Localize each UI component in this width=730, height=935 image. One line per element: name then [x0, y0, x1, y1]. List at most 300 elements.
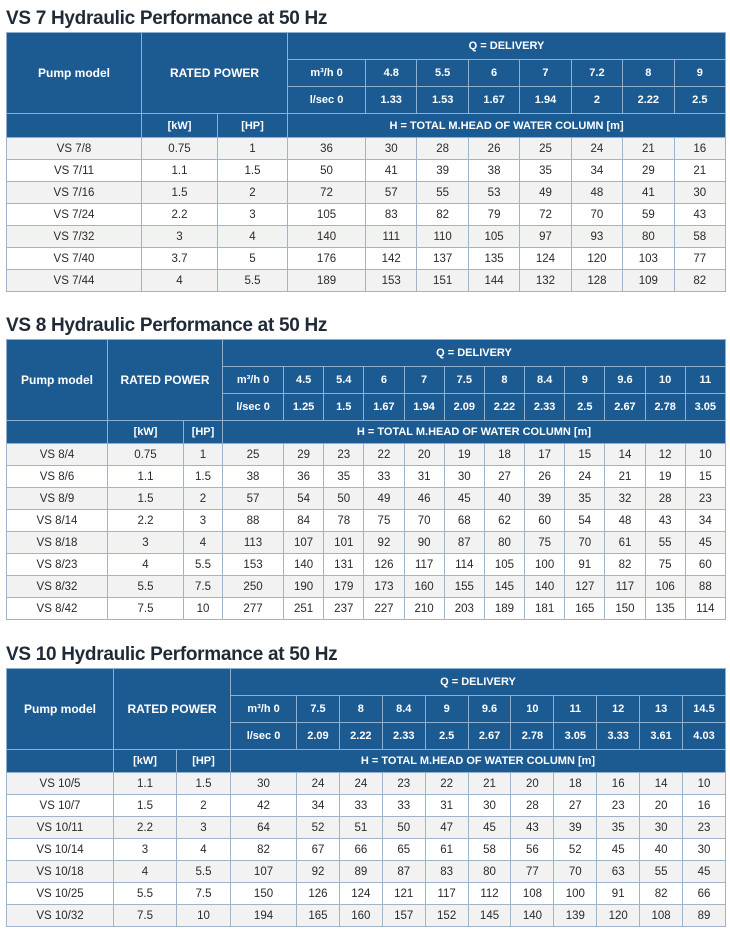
- kw-cell: 1.5: [114, 795, 177, 817]
- performance-section: [6, 313, 725, 620]
- head-cell: 75: [525, 532, 565, 554]
- head-cell: 84: [284, 510, 324, 532]
- head-cell: 88: [223, 510, 284, 532]
- hp-cell: 10: [177, 905, 231, 927]
- head-cell: 121: [382, 883, 425, 905]
- flow-ls-value: 2.5: [674, 87, 726, 114]
- head-cell: 79: [468, 204, 519, 226]
- head-cell: 101: [324, 532, 364, 554]
- head-cell: 124: [339, 883, 382, 905]
- head-cell: 33: [382, 795, 425, 817]
- table-body: [7, 444, 726, 620]
- head-cell: 24: [565, 466, 605, 488]
- table-row: [7, 466, 726, 488]
- head-cell: 105: [468, 226, 519, 248]
- head-cell: 135: [645, 598, 685, 620]
- hp-cell: 4: [184, 532, 223, 554]
- head-cell: 139: [554, 905, 597, 927]
- head-cell: 40: [484, 488, 524, 510]
- unit-hp: [HP]: [218, 114, 288, 138]
- head-cell: 126: [364, 554, 404, 576]
- hp-cell: 1.5: [177, 773, 231, 795]
- head-cell: 151: [417, 270, 468, 292]
- head-cell: 127: [565, 576, 605, 598]
- hp-cell: 2: [184, 488, 223, 510]
- head-cell: 82: [674, 270, 726, 292]
- flow-m3h-value: 8.4: [525, 367, 565, 394]
- model-cell: VS 7/40: [7, 248, 142, 270]
- head-cell: 42: [231, 795, 297, 817]
- head-cell: 150: [605, 598, 645, 620]
- head-cell: 103: [623, 248, 674, 270]
- flow-ls-label: l/sec 0: [223, 394, 284, 421]
- hp-cell: 5.5: [184, 554, 223, 576]
- kw-cell: 4: [108, 554, 184, 576]
- flow-ls-value: 2.5: [565, 394, 605, 421]
- head-cell: 107: [231, 861, 297, 883]
- hp-cell: 4: [218, 226, 288, 248]
- head-cell: 33: [339, 795, 382, 817]
- table-body: [7, 773, 726, 927]
- head-cell: 78: [324, 510, 364, 532]
- kw-cell: 3: [108, 532, 184, 554]
- head-cell: 16: [597, 773, 640, 795]
- flow-ls-value: 2.33: [525, 394, 565, 421]
- head-cell: 49: [520, 182, 571, 204]
- kw-cell: 2.2: [114, 817, 177, 839]
- head-cell: 61: [605, 532, 645, 554]
- section-title: VS 10 Hydraulic Performance at 50 Hz: [6, 644, 338, 665]
- head-cell: 16: [674, 138, 726, 160]
- unit-kw: [kW]: [114, 750, 177, 773]
- kw-cell: 5.5: [108, 576, 184, 598]
- head-cell: 23: [685, 488, 725, 510]
- head-cell: 62: [484, 510, 524, 532]
- pump-model-header: Pump model: [7, 33, 142, 114]
- header-row: [7, 33, 726, 60]
- model-cell: VS 8/14: [7, 510, 108, 532]
- hp-cell: 2: [218, 182, 288, 204]
- flow-m3h-value: 7.5: [444, 367, 484, 394]
- table-header: [7, 33, 726, 138]
- head-cell: 176: [288, 248, 366, 270]
- model-unit-spacer: [7, 750, 114, 773]
- table-row: [7, 905, 726, 927]
- head-cell: 181: [525, 598, 565, 620]
- unit-hp: [HP]: [177, 750, 231, 773]
- table-row: [7, 839, 726, 861]
- head-cell: 40: [640, 839, 683, 861]
- head-cell: 50: [288, 160, 366, 182]
- head-cell: 30: [468, 795, 511, 817]
- flow-ls-value: 1.33: [366, 87, 417, 114]
- head-cell: 144: [468, 270, 519, 292]
- head-cell: 50: [382, 817, 425, 839]
- head-cell: 23: [683, 817, 726, 839]
- flow-m3h-value: 9: [674, 60, 726, 87]
- hp-cell: 5: [218, 248, 288, 270]
- model-cell: VS 10/11: [7, 817, 114, 839]
- head-cell: 30: [231, 773, 297, 795]
- head-cell: 124: [520, 248, 571, 270]
- hp-cell: 1.5: [184, 466, 223, 488]
- head-cell: 27: [554, 795, 597, 817]
- head-cell: 48: [605, 510, 645, 532]
- head-cell: 97: [520, 226, 571, 248]
- head-cell: 93: [571, 226, 622, 248]
- head-cell: 66: [683, 883, 726, 905]
- model-unit-spacer: [7, 114, 142, 138]
- model-unit-spacer: [7, 421, 108, 444]
- head-cell: 140: [284, 554, 324, 576]
- head-cell: 189: [288, 270, 366, 292]
- head-cell: 107: [284, 532, 324, 554]
- head-cell: 28: [511, 795, 554, 817]
- head-cell: 20: [640, 795, 683, 817]
- head-cell: 31: [425, 795, 468, 817]
- head-cell: 48: [571, 182, 622, 204]
- flow-m3h-label: m³/h 0: [223, 367, 284, 394]
- head-cell: 131: [324, 554, 364, 576]
- head-cell: 23: [382, 773, 425, 795]
- flow-m3h-value: 10: [511, 696, 554, 723]
- head-cell: 155: [444, 576, 484, 598]
- flow-ls-value: 1.94: [520, 87, 571, 114]
- table-row: [7, 160, 726, 182]
- kw-cell: 3: [142, 226, 218, 248]
- head-cell: 75: [645, 554, 685, 576]
- head-cell: 51: [339, 817, 382, 839]
- pump-model-header: Pump model: [7, 340, 108, 421]
- table-row: [7, 138, 726, 160]
- head-cell: 75: [364, 510, 404, 532]
- performance-table: [6, 668, 726, 927]
- head-cell: 14: [605, 444, 645, 466]
- head-cell: 45: [468, 817, 511, 839]
- flow-ls-value: 1.53: [417, 87, 468, 114]
- head-cell: 145: [484, 576, 524, 598]
- head-cell: 145: [468, 905, 511, 927]
- head-cell: 109: [623, 270, 674, 292]
- flow-ls-value: 2: [571, 87, 622, 114]
- head-cell: 70: [571, 204, 622, 226]
- head-cell: 61: [425, 839, 468, 861]
- table-row: [7, 510, 726, 532]
- head-cell: 45: [683, 861, 726, 883]
- head-cell: 55: [417, 182, 468, 204]
- head-cell: 30: [683, 839, 726, 861]
- head-cell: 111: [366, 226, 417, 248]
- head-cell: 27: [484, 466, 524, 488]
- flow-m3h-label: m³/h 0: [231, 696, 297, 723]
- head-cell: 194: [231, 905, 297, 927]
- flow-m3h-value: 11: [554, 696, 597, 723]
- table-body: [7, 138, 726, 292]
- head-cell: 126: [297, 883, 340, 905]
- head-cell: 87: [382, 861, 425, 883]
- head-cell: 41: [623, 182, 674, 204]
- head-cell: 140: [525, 576, 565, 598]
- head-cell: 38: [468, 160, 519, 182]
- flow-ls-label: l/sec 0: [288, 87, 366, 114]
- flow-ls-value: 3.05: [685, 394, 725, 421]
- head-cell: 53: [468, 182, 519, 204]
- head-cell: 29: [623, 160, 674, 182]
- table-row: [7, 248, 726, 270]
- head-cell: 45: [444, 488, 484, 510]
- kw-cell: 2.2: [142, 204, 218, 226]
- flow-m3h-label: m³/h 0: [288, 60, 366, 87]
- head-cell: 117: [605, 576, 645, 598]
- head-cell: 110: [417, 226, 468, 248]
- head-cell: 120: [571, 248, 622, 270]
- head-cell: 24: [297, 773, 340, 795]
- head-cell: 24: [571, 138, 622, 160]
- head-label: H = TOTAL M.HEAD OF WATER COLUMN [m]: [231, 750, 726, 773]
- table-row: [7, 488, 726, 510]
- head-cell: 112: [468, 883, 511, 905]
- table-row: [7, 598, 726, 620]
- hp-cell: 5.5: [218, 270, 288, 292]
- flow-m3h-value: 8: [484, 367, 524, 394]
- head-cell: 190: [284, 576, 324, 598]
- flow-m3h-value: 6: [364, 367, 404, 394]
- head-cell: 160: [339, 905, 382, 927]
- flow-ls-value: 1.67: [364, 394, 404, 421]
- delivery-header: Q = DELIVERY: [231, 669, 726, 696]
- table-row: [7, 554, 726, 576]
- head-cell: 89: [683, 905, 726, 927]
- head-cell: 210: [404, 598, 444, 620]
- flow-ls-value: 1.5: [324, 394, 364, 421]
- head-cell: 31: [404, 466, 444, 488]
- head-cell: 43: [674, 204, 726, 226]
- head-cell: 153: [366, 270, 417, 292]
- head-cell: 46: [404, 488, 444, 510]
- kw-cell: 1.5: [108, 488, 184, 510]
- head-cell: 237: [324, 598, 364, 620]
- model-cell: VS 8/32: [7, 576, 108, 598]
- flow-ls-value: 3.33: [597, 723, 640, 750]
- head-cell: 105: [288, 204, 366, 226]
- model-cell: VS 7/8: [7, 138, 142, 160]
- flow-m3h-value: 7: [520, 60, 571, 87]
- head-cell: 87: [444, 532, 484, 554]
- flow-ls-value: 2.33: [382, 723, 425, 750]
- flow-ls-value: 1.94: [404, 394, 444, 421]
- head-cell: 14: [640, 773, 683, 795]
- head-cell: 56: [511, 839, 554, 861]
- head-cell: 20: [511, 773, 554, 795]
- head-cell: 45: [685, 532, 725, 554]
- units-row: [7, 114, 726, 138]
- head-cell: 89: [339, 861, 382, 883]
- head-cell: 91: [565, 554, 605, 576]
- head-cell: 38: [223, 466, 284, 488]
- section-title: VS 7 Hydraulic Performance at 50 Hz: [6, 8, 328, 29]
- performance-table: [6, 32, 726, 292]
- head-cell: 58: [468, 839, 511, 861]
- hp-cell: 3: [177, 817, 231, 839]
- head-cell: 15: [685, 466, 725, 488]
- table-row: [7, 270, 726, 292]
- hp-cell: 7.5: [184, 576, 223, 598]
- hp-cell: 1: [184, 444, 223, 466]
- flow-m3h-value: 5.5: [417, 60, 468, 87]
- flow-ls-label: l/sec 0: [231, 723, 297, 750]
- head-cell: 50: [324, 488, 364, 510]
- head-label: H = TOTAL M.HEAD OF WATER COLUMN [m]: [223, 421, 726, 444]
- head-cell: 57: [223, 488, 284, 510]
- table-row: [7, 576, 726, 598]
- hp-cell: 7.5: [177, 883, 231, 905]
- flow-m3h-value: 5.4: [324, 367, 364, 394]
- head-cell: 47: [425, 817, 468, 839]
- head-label: H = TOTAL M.HEAD OF WATER COLUMN [m]: [288, 114, 726, 138]
- table-row: [7, 444, 726, 466]
- head-cell: 30: [640, 817, 683, 839]
- head-cell: 36: [284, 466, 324, 488]
- head-cell: 150: [231, 883, 297, 905]
- flow-ls-value: 1.25: [284, 394, 324, 421]
- hp-cell: 3: [218, 204, 288, 226]
- head-cell: 12: [645, 444, 685, 466]
- head-cell: 140: [511, 905, 554, 927]
- head-cell: 49: [364, 488, 404, 510]
- model-cell: VS 8/6: [7, 466, 108, 488]
- head-cell: 157: [382, 905, 425, 927]
- head-cell: 82: [231, 839, 297, 861]
- head-cell: 18: [554, 773, 597, 795]
- table-row: [7, 817, 726, 839]
- table-row: [7, 795, 726, 817]
- head-cell: 92: [297, 861, 340, 883]
- model-cell: VS 8/18: [7, 532, 108, 554]
- head-cell: 135: [468, 248, 519, 270]
- flow-m3h-value: 10: [645, 367, 685, 394]
- table-row: [7, 226, 726, 248]
- head-cell: 82: [605, 554, 645, 576]
- head-cell: 68: [444, 510, 484, 532]
- model-cell: VS 7/11: [7, 160, 142, 182]
- kw-cell: 1.5: [142, 182, 218, 204]
- model-cell: VS 8/42: [7, 598, 108, 620]
- head-cell: 251: [284, 598, 324, 620]
- head-cell: 80: [468, 861, 511, 883]
- head-cell: 82: [417, 204, 468, 226]
- head-cell: 21: [623, 138, 674, 160]
- unit-hp: [HP]: [184, 421, 223, 444]
- head-cell: 117: [404, 554, 444, 576]
- model-cell: VS 10/14: [7, 839, 114, 861]
- head-cell: 18: [484, 444, 524, 466]
- head-cell: 28: [645, 488, 685, 510]
- head-cell: 20: [404, 444, 444, 466]
- table-row: [7, 532, 726, 554]
- flow-m3h-value: 7.5: [297, 696, 340, 723]
- head-cell: 41: [366, 160, 417, 182]
- head-cell: 34: [685, 510, 725, 532]
- head-cell: 21: [605, 466, 645, 488]
- head-cell: 70: [554, 861, 597, 883]
- head-cell: 39: [417, 160, 468, 182]
- head-cell: 88: [685, 576, 725, 598]
- head-cell: 43: [645, 510, 685, 532]
- head-cell: 26: [468, 138, 519, 160]
- head-cell: 128: [571, 270, 622, 292]
- head-cell: 72: [288, 182, 366, 204]
- flow-ls-value: 1.67: [468, 87, 519, 114]
- head-cell: 114: [444, 554, 484, 576]
- header-row: [7, 340, 726, 367]
- head-cell: 32: [605, 488, 645, 510]
- section-title: VS 8 Hydraulic Performance at 50 Hz: [6, 315, 328, 336]
- flow-m3h-value: 8: [339, 696, 382, 723]
- head-cell: 77: [674, 248, 726, 270]
- head-cell: 165: [297, 905, 340, 927]
- hp-cell: 10: [184, 598, 223, 620]
- flow-ls-value: 2.22: [484, 394, 524, 421]
- head-cell: 35: [597, 817, 640, 839]
- head-cell: 114: [685, 598, 725, 620]
- head-cell: 52: [554, 839, 597, 861]
- head-cell: 63: [597, 861, 640, 883]
- head-cell: 34: [571, 160, 622, 182]
- head-cell: 173: [364, 576, 404, 598]
- head-cell: 25: [520, 138, 571, 160]
- head-cell: 142: [366, 248, 417, 270]
- unit-kw: [kW]: [108, 421, 184, 444]
- kw-cell: 1.1: [142, 160, 218, 182]
- head-cell: 55: [645, 532, 685, 554]
- head-cell: 165: [565, 598, 605, 620]
- head-cell: 30: [444, 466, 484, 488]
- head-cell: 120: [597, 905, 640, 927]
- flow-m3h-value: 8.4: [382, 696, 425, 723]
- head-cell: 137: [417, 248, 468, 270]
- kw-cell: 1.1: [108, 466, 184, 488]
- head-cell: 23: [597, 795, 640, 817]
- flow-m3h-value: 14.5: [683, 696, 726, 723]
- flow-ls-value: 2.67: [605, 394, 645, 421]
- flow-m3h-value: 4.8: [366, 60, 417, 87]
- head-cell: 39: [525, 488, 565, 510]
- head-cell: 72: [520, 204, 571, 226]
- model-cell: VS 7/44: [7, 270, 142, 292]
- head-cell: 22: [425, 773, 468, 795]
- head-cell: 16: [683, 795, 726, 817]
- hp-cell: 5.5: [177, 861, 231, 883]
- model-cell: VS 10/7: [7, 795, 114, 817]
- kw-cell: 7.5: [108, 598, 184, 620]
- head-cell: 83: [425, 861, 468, 883]
- head-cell: 54: [565, 510, 605, 532]
- head-cell: 108: [640, 905, 683, 927]
- flow-ls-value: 2.22: [623, 87, 674, 114]
- pump-model-header: Pump model: [7, 669, 114, 750]
- head-cell: 36: [288, 138, 366, 160]
- head-cell: 91: [597, 883, 640, 905]
- model-cell: VS 8/4: [7, 444, 108, 466]
- head-cell: 100: [525, 554, 565, 576]
- head-cell: 105: [484, 554, 524, 576]
- head-cell: 58: [674, 226, 726, 248]
- head-cell: 92: [364, 532, 404, 554]
- flow-m3h-value: 7.2: [571, 60, 622, 87]
- head-cell: 70: [565, 532, 605, 554]
- delivery-header: Q = DELIVERY: [288, 33, 726, 60]
- head-cell: 24: [339, 773, 382, 795]
